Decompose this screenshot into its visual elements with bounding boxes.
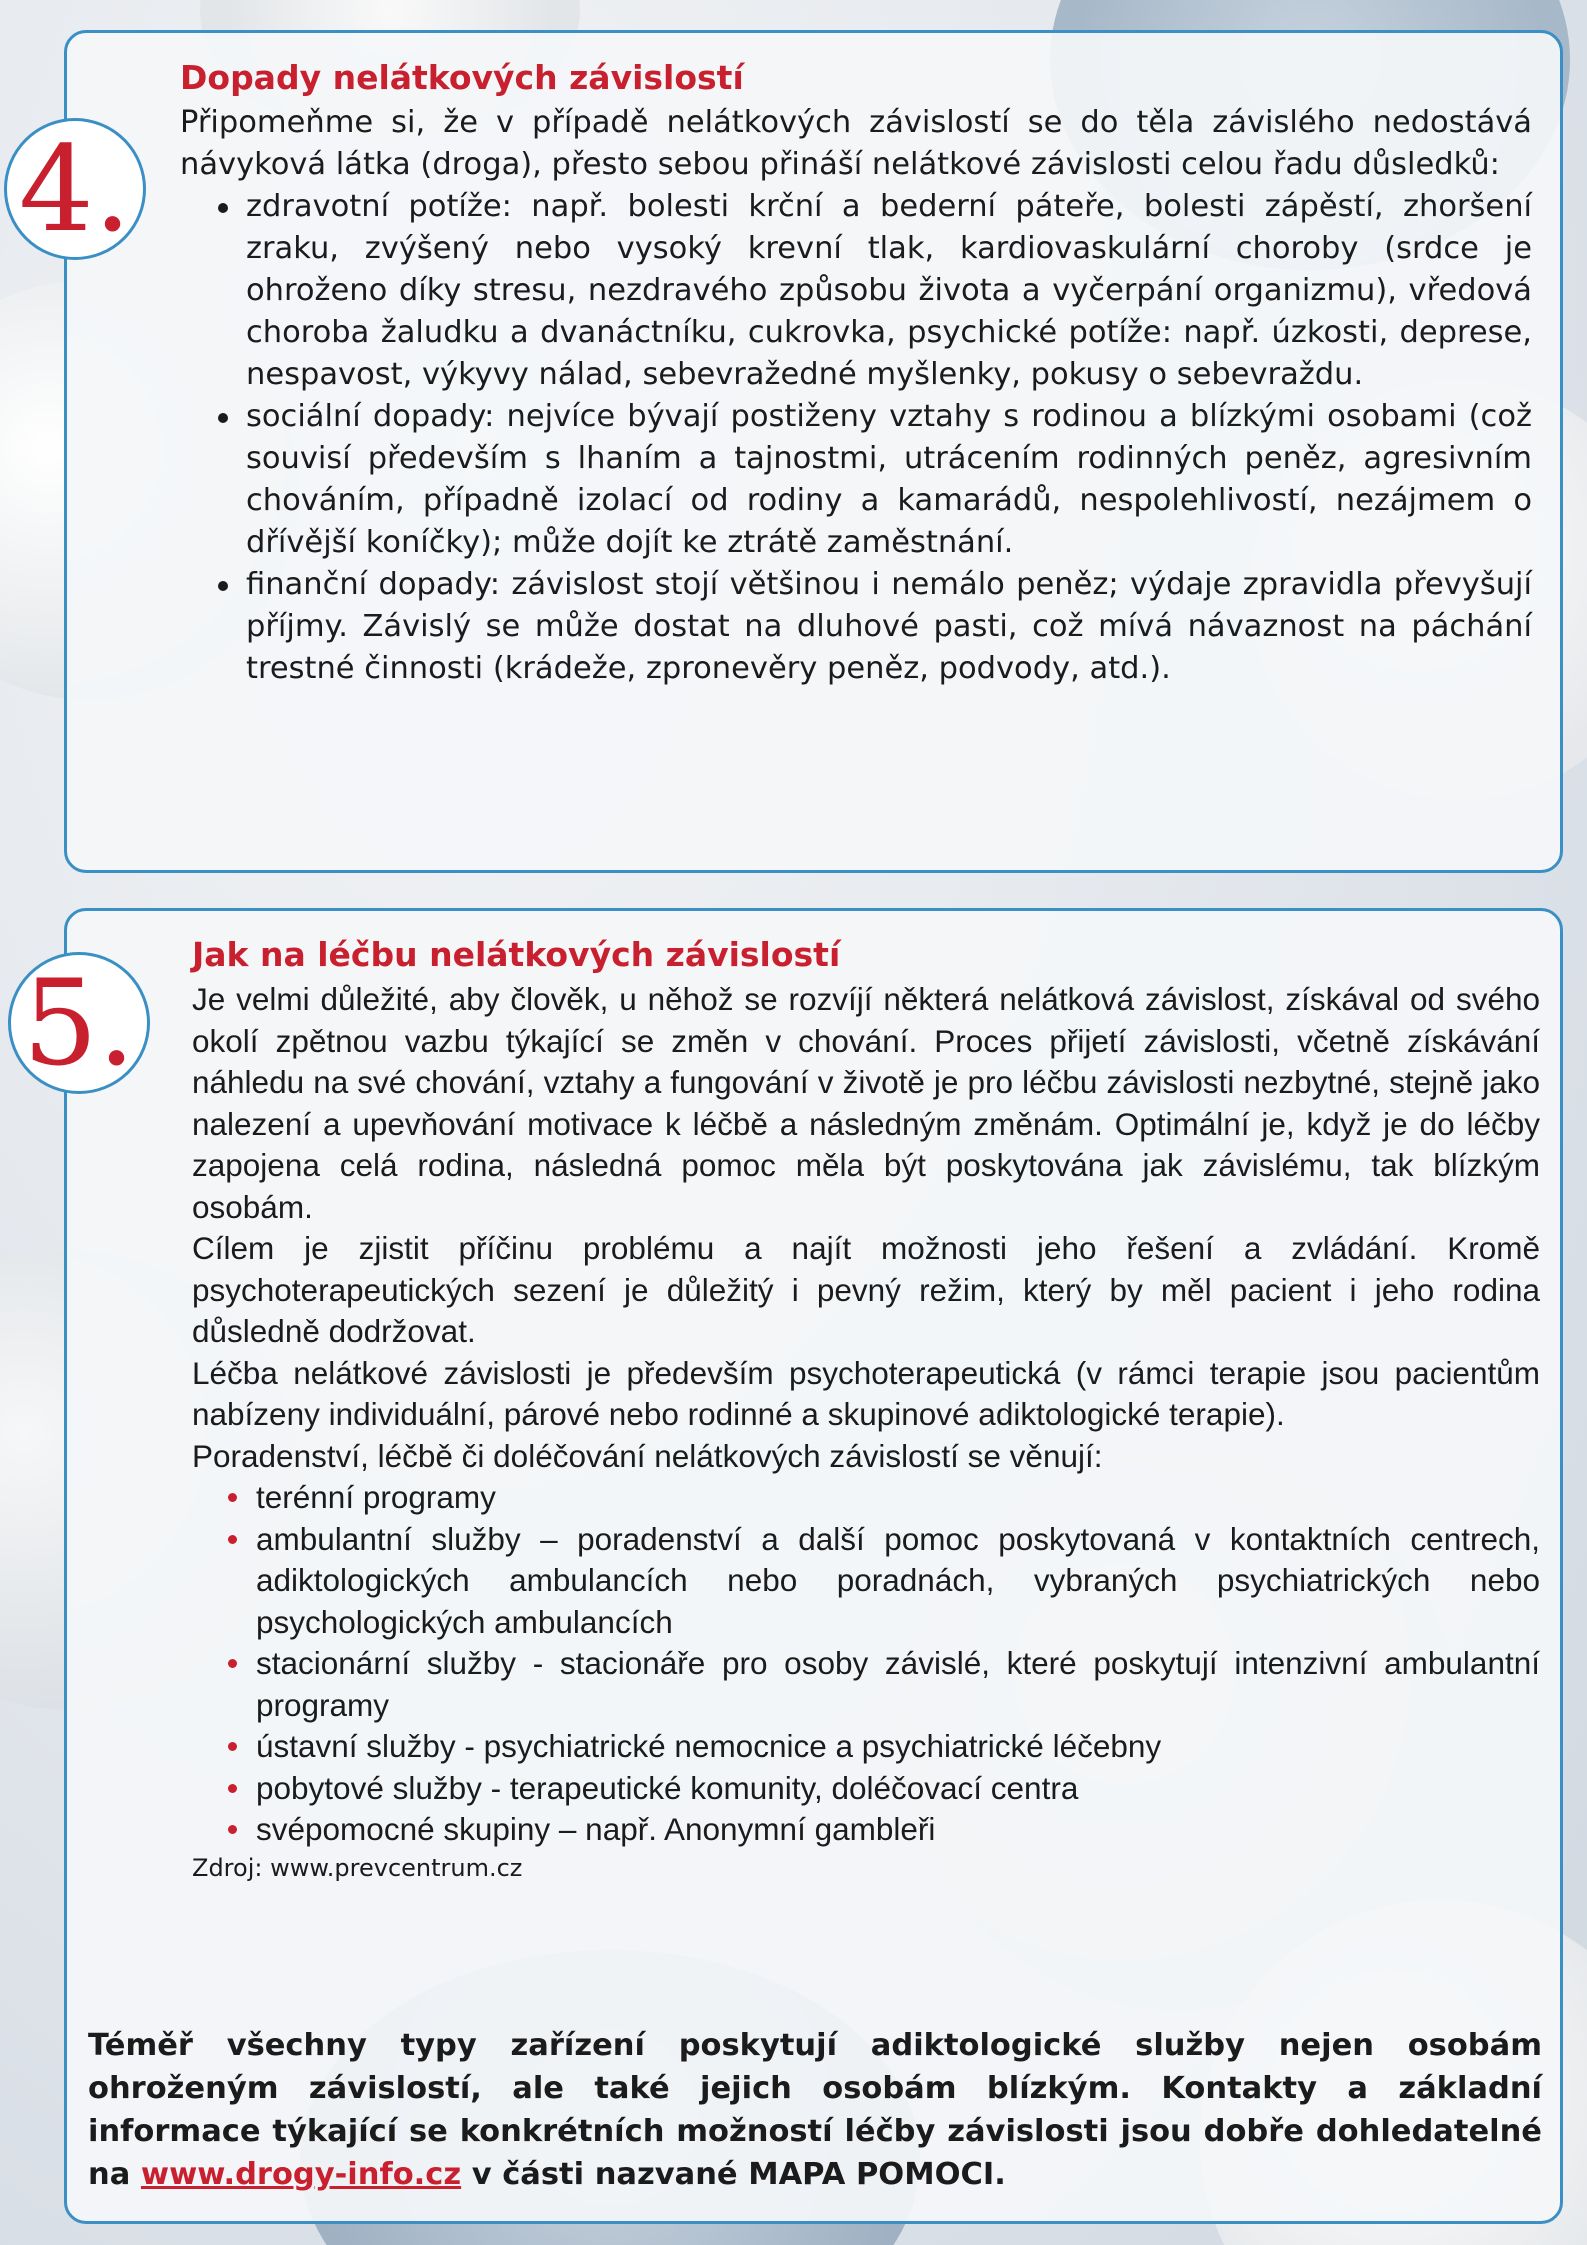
footer-note [88,2024,1542,2196]
footer-text-after: v části nazvané MAPA POMOCI. [461,2157,1006,2192]
footer-text-before: Téměř všechny typy zařízení poskytují adiktologické služby nejen osobám ohroženým závislostí, ale také jejich osobám blízkým. Kontakty a základní informace týkající se konkrétních možností léčby závislosti jsou dobře dohledatelné na [88,2028,1542,2192]
section-4-list [180,186,1532,690]
section-5-content [192,931,1540,1885]
section-5-paragraph: Je velmi důležité, aby člověk, u něhož se rozvíjí některá nelátková závislost, získával od svého okolí zpětnou vazbu týkající se změn v chování. Proces přijetí závislosti, včetně získávání náhledu na své chování, vztahy a fungování v životě je pro léčbu závislosti nezbytné, stejně jako nalezení a upevňování motivace k léčbě a následným změnám. Optimální je, když je do léčby zapojena celá rodina, následná pomoc měla být poskytována jak závislému, tak blízkým osobám. [192,981,1540,1225]
section-4-number: 4. [18,120,132,258]
section-5-title: Jak na léčbu nelátkových závislostí [192,935,841,974]
section-4-title: Dopady nelátkových závislostí [180,58,744,97]
list-item: finanční dopady: závislost stojí většinou i nemálo peněz; výdaje zpravidla převyšují příjmy. Závislý se může dostat na dluhové pasti, což mívá návaznost na páchání trestné činnosti (krádeže, zpronevěry peněz, podvody, atd.). [246,564,1532,690]
section-5-list [192,1477,1540,1851]
section-4-content [180,54,1532,690]
section-5-paragraph: Léčba nelátkové závislosti je především psychoterapeutická (v rámci terapie jsou pacientům nabízeny individuální, párové nebo rodinné a skupinové adiktologické terapie). [192,1354,1540,1432]
section-5-number-badge [8,952,150,1094]
section-5-number: 5. [22,954,136,1092]
section-4-number-badge [4,118,146,260]
list-item: terénní programy [256,1477,1540,1519]
list-item: sociální dopady: nejvíce bývají postiženy vztahy s rodinou a blízkými osobami (což souvisí především s lhaním a tajnostmi, utrácením rodinných peněz, agresivním chováním, případně izolací od rodiny a kamarádů, nespolehlivostí, nezájmem o dřívější koníčky); může dojít ke ztrátě zaměstnání. [246,396,1532,564]
drogy-info-link[interactable]: www.drogy-info.cz [140,2157,462,2192]
section-5-paragraph: Cílem je zjistit příčinu problému a najít možnosti jeho řešení a zvládání. Kromě psychoterapeutických sezení je důležitý i pevný režim, který by měl pacient i jeho rodina důsledně dodržovat. [192,1230,1540,1349]
list-item: pobytové služby - terapeutické komunity, doléčovací centra [256,1768,1540,1810]
list-item: svépomocné skupiny – např. Anonymní gambleři [256,1809,1540,1851]
list-item: zdravotní potíže: např. bolesti krční a bederní páteře, bolesti zápěstí, zhoršení zraku, zvýšený nebo vysoký krevní tlak, kardiovaskulární choroby (srdce je ohroženo díky stresu, nezdravého způsobu života a vyčerpání organizmu), vředová choroba žaludku a dvanáctníku, cukrovka, psychické potíže: např. úzkosti, deprese, nespavost, výkyvy nálad, sebevražedné myšlenky, pokusy o sebevraždu. [246,186,1532,396]
section-5-list-intro: Poradenství, léčbě či doléčování nelátkových závislostí se věnují: [192,1437,1103,1474]
section-4-intro: Připomeňme si, že v případě nelátkových závislostí se do těla závislého nedostává návyková látka (droga), přesto sebou přináší nelátkové závislosti celou řadu důsledků: [180,105,1532,182]
list-item: ústavní služby - psychiatrické nemocnice a psychiatrické léčebny [256,1726,1540,1768]
list-item: ambulantní služby – poradenství a další pomoc poskytovaná v kontaktních centrech, adiktologických ambulancích nebo poradnách, vybraných psychiatrických nebo psychologických ambulancích [256,1519,1540,1644]
source-note: Zdroj: www.prevcentrum.cz [192,1853,523,1882]
list-item: stacionární služby - stacionáře pro osoby závislé, které poskytují intenzivní ambulantní programy [256,1643,1540,1726]
